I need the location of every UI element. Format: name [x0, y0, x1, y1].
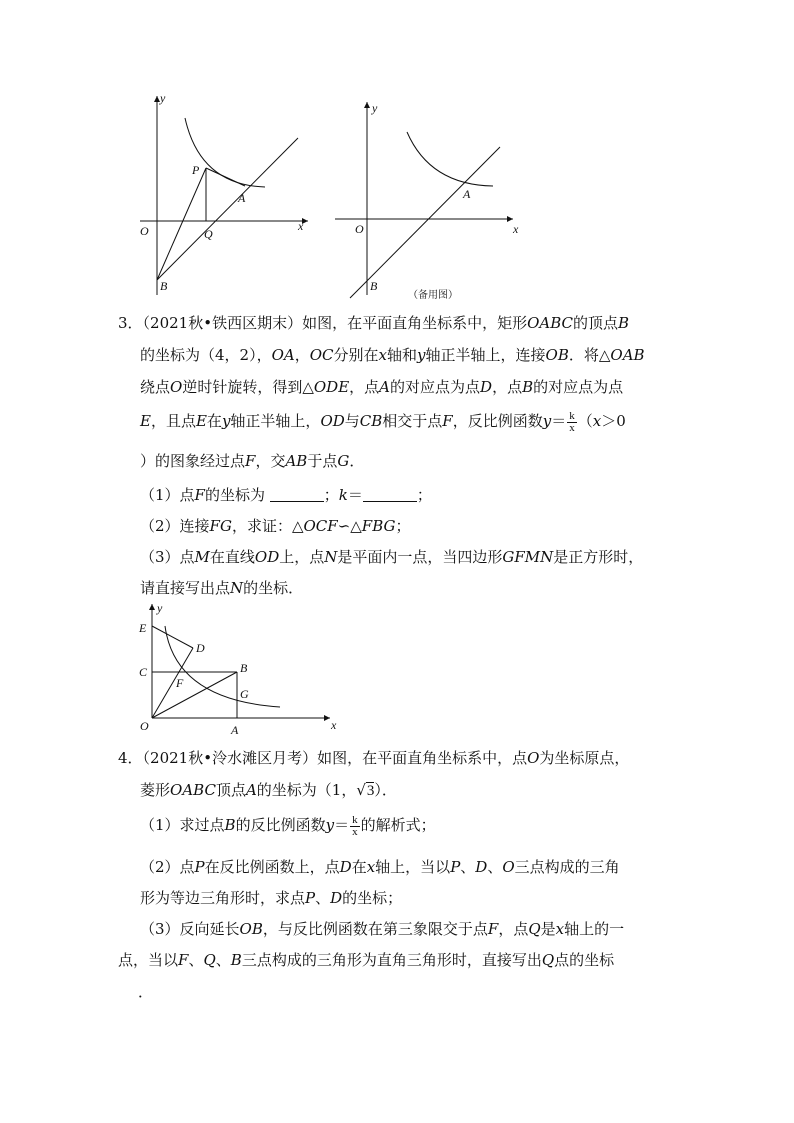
q3-part-3: （3）点M在直线OD上，点N是平面内一点，当四边形GFMN是正方形时， [140, 548, 644, 566]
figure-1 [130, 90, 320, 300]
q3-line-2: 的坐标为（4，2），OA，OC分别在x轴和y轴正半轴上，连接OB．将△OAB [140, 346, 645, 364]
figure-2 [330, 100, 530, 300]
point-o-label: O [355, 222, 364, 236]
q3-line-3: 绕点O逆时针旋转，得到△ODE，点A的对应点为点D，点B的对应点为点 [140, 378, 624, 396]
q3-line-4: E，且点E在y轴正半轴上，OD与CB相交于点F，反比例函数y＝ $\frac{k}{x}$ （x＞0 [140, 409, 626, 434]
q3-part-1: （1）点F的坐标为 ；k＝ ； [140, 486, 432, 504]
point-b-label: B [160, 279, 168, 293]
point-b-label: B [370, 279, 378, 293]
answer-blank[interactable] [270, 487, 324, 502]
point-d-label: D [196, 641, 205, 655]
point-o-label: O [140, 719, 149, 733]
q4-part-2: （2）点P在反比例函数上，点D在x轴上，当以P、D、O三点构成的三角 [140, 858, 620, 876]
x-axis-label: x [298, 219, 304, 233]
q3-part-2: （2）连接FG，求证：△OCF∽△FBG； [140, 517, 411, 535]
question-number: 4． [118, 749, 143, 767]
q3-line-5: ）的图象经过点F，交AB于点G． [140, 452, 365, 470]
fraction-k-over-x: $\frac{k}{x}$ [352, 813, 358, 838]
point-q-label: Q [204, 227, 213, 241]
point-o-label: O [140, 224, 149, 238]
point-a-label: A [463, 187, 471, 201]
q4-period: ． [138, 983, 154, 1001]
q4-part-3: （3）反向延长OB，与反比例函数在第三象限交于点F，点Q是x轴上的一 [140, 920, 625, 938]
point-b-label: B [240, 661, 248, 675]
answer-blank[interactable] [363, 487, 417, 502]
point-e-label: E [139, 621, 147, 635]
point-p-label: P [192, 163, 200, 177]
x-axis-label: x [331, 718, 337, 732]
q4-part-1: （1）求过点B的反比例函数y＝ $\frac{k}{x}$ 的解析式； [140, 813, 436, 838]
figure-3 [130, 600, 350, 740]
q3-line-1: 3．（2021秋•铁西区期末）如图，在平面直角坐标系中，矩形OABC的顶点B [118, 314, 630, 332]
q3-part-3-cont: 请直接写出点N的坐标． [140, 579, 304, 597]
point-f-label: F [176, 676, 184, 690]
fraction-k-over-x: $\frac{k}{x}$ [569, 409, 575, 434]
question-number: 3． [118, 314, 143, 332]
q4-part-3-cont: 点，当以F、Q、B三点构成的三角形为直角三角形时，直接写出Q点的坐标 [118, 951, 615, 969]
y-axis-label: y [160, 91, 166, 105]
q4-line-1: 4．（2021秋•泠水滩区月考）如图，在平面直角坐标系中，点O为坐标原点， [118, 749, 630, 767]
point-c-label: C [139, 665, 148, 679]
point-a-label: A [238, 191, 246, 205]
y-axis-label: y [157, 601, 163, 615]
y-axis-label: y [372, 101, 378, 115]
q4-line-2: 菱形OABC顶点A的坐标为（1，√3）． [140, 781, 397, 799]
figure-caption: （备用图） [408, 290, 458, 301]
point-a-label: A [231, 723, 239, 737]
point-g-label: G [240, 687, 249, 701]
q4-part-2-cont: 形为等边三角形时，求点P、D的坐标； [140, 889, 403, 907]
x-axis-label: x [513, 222, 519, 236]
